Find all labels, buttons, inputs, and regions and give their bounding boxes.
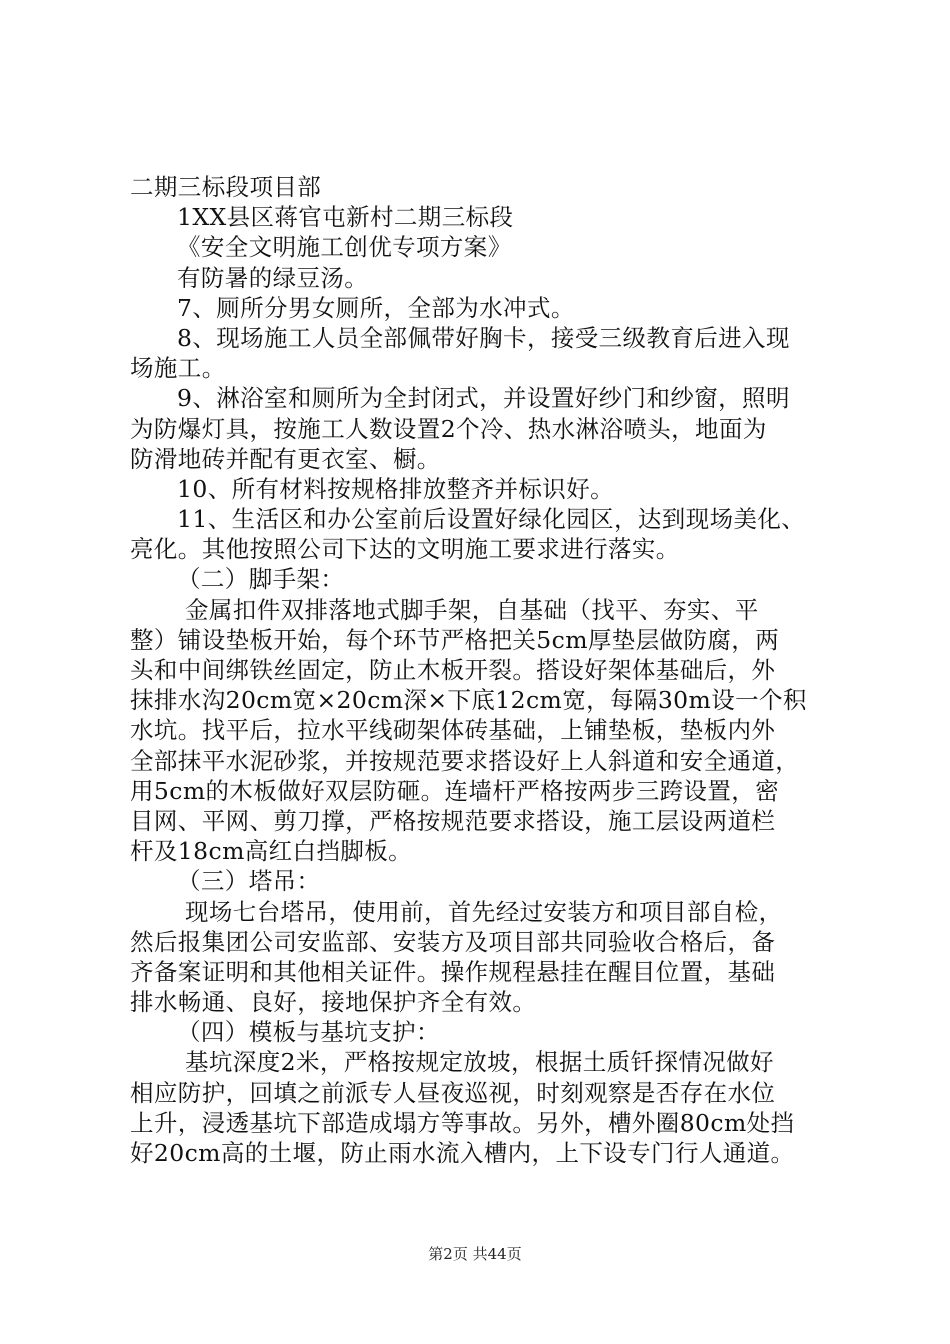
text-line: （四）模板与基坑支护： [177, 1018, 440, 1047]
text-line: 基坑深度2米，严格按规定放坡，根据土质钎探情况做好 [185, 1048, 774, 1077]
text-line: 全部抹平水泥砂浆，并按规范要求搭设好上人斜道和安全通道， [130, 746, 800, 775]
text-line: 整）铺设垫板开始，每个环节严格把关5cm厚垫层做防腐，两 [130, 625, 780, 654]
text-line: 11、生活区和办公室前后设置好绿化园区，达到现场美化、 [177, 505, 806, 534]
text-line: （三）塔吊： [177, 867, 321, 896]
text-line: 然后报集团公司安监部、安装方及项目部共同验收合格后，备 [130, 927, 776, 956]
page-number-footer: 第2页 共44页 [428, 1245, 522, 1263]
text-line: 1XX县区蒋官屯新村二期三标段 [177, 203, 514, 232]
text-line: 齐备案证明和其他相关证件。操作规程悬挂在醒目位置，基础 [130, 957, 776, 986]
text-line: 有防暑的绿豆汤。 [177, 263, 369, 292]
text-line: 10、所有材料按规格排放整齐并标识好。 [177, 474, 615, 503]
text-line: 相应防护，回填之前派专人昼夜巡视，时刻观察是否存在水位 [130, 1078, 776, 1107]
text-line: （二）脚手架： [177, 565, 345, 594]
text-line: 水坑。找平后，拉水平线砌架体砖基础，上铺垫板，垫板内外 [130, 716, 776, 745]
text-line: 二期三标段项目部 [130, 173, 322, 201]
text-line: 抹排水沟20cm宽×20cm深×下底12cm宽，每隔30m设一个积 [130, 686, 807, 715]
text-line: 头和中间绑铁丝固定，防止木板开裂。搭设好架体基础后，外 [130, 656, 776, 684]
text-line: 为防爆灯具，按施工人数设置2个冷、热水淋浴喷头，地面为 [130, 414, 767, 443]
text-line: 8、现场施工人员全部佩带好胸卡，接受三级教育后进入现 [177, 323, 790, 352]
text-line: 杆及18cm高红白挡脚板。 [130, 837, 413, 866]
text-line: 9、淋浴室和厕所为全封闭式，并设置好纱门和纱窗，照明 [177, 384, 790, 413]
document-body [130, 172, 836, 1168]
text-line: 好20cm高的土堰，防止雨水流入槽内，上下设专门行人通道。 [130, 1139, 795, 1167]
text-line: 《安全文明施工创优专项方案》 [177, 233, 512, 262]
text-line: 防滑地砖并配有更衣室、橱。 [130, 444, 441, 473]
text-line: 排水畅通、良好，接地保护齐全有效。 [130, 988, 537, 1017]
text-line: 场施工。 [130, 354, 226, 383]
text-line: 金属扣件双排落地式脚手架，自基础（找平、夯实、平 [185, 595, 759, 624]
text-line: 用5cm的木板做好双层防砸。连墙杆严格按两步三跨设置，密 [130, 776, 780, 805]
text-line: 亮化。其他按照公司下达的文明施工要求进行落实。 [130, 535, 680, 564]
text-line: 上升，浸透基坑下部造成塌方等事故。另外，槽外圈80cm处挡 [130, 1108, 795, 1137]
text-line: 现场七台塔吊，使用前，首先经过安装方和项目部自检， [185, 897, 783, 926]
text-line: 7、厕所分男女厕所，全部为水冲式。 [177, 293, 575, 322]
text-line: 目网、平网、剪刀撑，严格按规范要求搭设，施工层设两道栏 [130, 806, 776, 835]
